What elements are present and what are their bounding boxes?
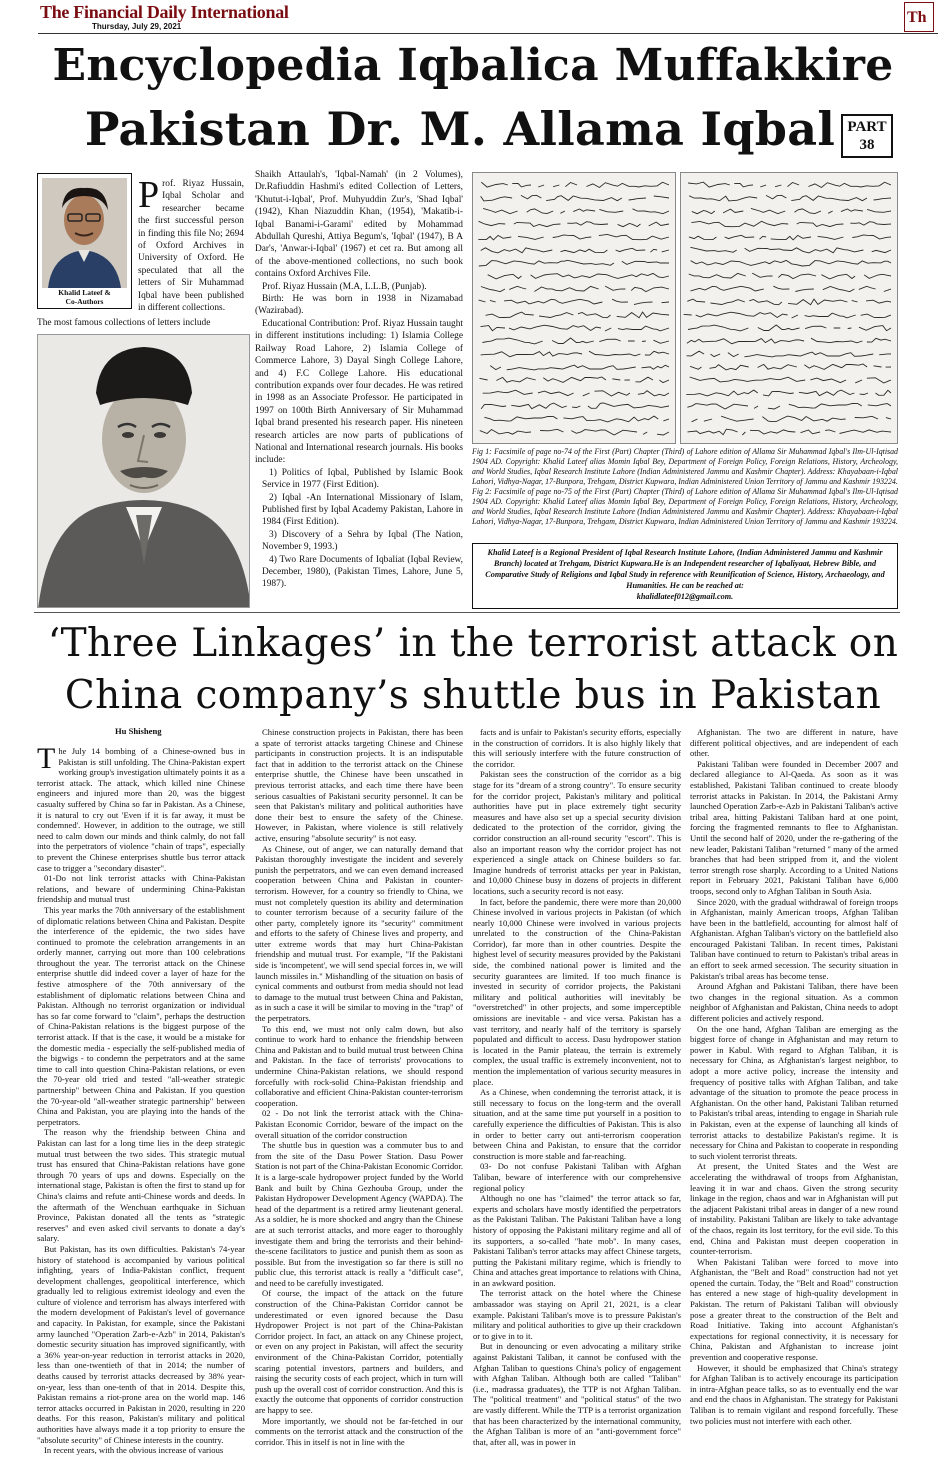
article-paragraph: The terrorist attack on the hotel where the Chinese ambassador was staying on April 21, 2021, is a clear example. Pakistani Taliban's move is to pressure Pakistan's military and political authorities to give up their crackdown or to give in to it.	[473, 1288, 681, 1341]
part-number: 38	[859, 137, 875, 153]
feature-title-line-1: Encyclopedia Iqbalica Muffakkire	[52, 40, 894, 91]
article-paragraph: Since 2020, with the gradual withdrawal of foreign troops in Afghanistan, mainly American troops, Afghan Taliban have been in the battlefield, accounting for almost half of Afghanistan. Afghan Taliban's victory on the battlefield also encouraged Pakistani Taliban. In recent times, Pakistani Taliban have continued to return to Pakistan's tribal areas in an effort to seek armed secession. The security situation in Pakistan's tribal areas has become tense.	[690, 896, 898, 981]
article-paragraph: Of course, the impact of the attack on the future construction of the China-Pakistan Corridor cannot be underestimated or even ignored because the Dasu Hydropower Project is not part of the China-Pakistan Corridor project. In fact, an attack on any Chinese project, or even on any project in Pakistan, will affect the security environment of the China-Pakistan Corridor, potentially scaring potential investors, partners and builders, and raising the security costs of each project, which in turn will push up the overall cost of corridor construction. And this is exactly the outcome that opponents of corridor construction are happy to see.	[255, 1288, 463, 1415]
article-paragraph: At present, the United States and the West are accelerating the withdrawal of troops from Afghanistan, leaving it in war and chaos. Given the strong security linkage in the region, chaos and war in Afghanistan will put the adjacent Pakistani tribal areas in danger of a new round of instability. Pakistani Taliban are likely to take advantage of the chaos, regain its lost territory, for the evil side. To this end, China and Pakistan must deepen cooperation in counter-terrorism.	[690, 1161, 898, 1257]
masthead	[38, 2, 938, 34]
article-paragraph: In fact, before the pandemic, there were more than 20,000 Chinese involved in various projects in Pakistan (of which nearly 10,000 Chinese were involved in various projects unrelated to the construction of the China-Pakistan Corridor), far more than in other countries. Despite the highest level of security measures provided by the Pakistani side, the combined national power is limited and the security guarantees are limited. If too much finance is invested in security of corridor projects, the Pakistani military and political authorities will inevitably be "overstretched" in other projects, and some imperceptible omissions are inevitable - and vice versa. Pakistan has a vast territory, and nearly half of the territory is sparsely populated and difficult to access. Dasu hydropower station is located in the Pamir plateau, the terrain is extremely complex, the usual traffic is extremely inconvenient, not to mention the implementation of various security measures in place.	[473, 896, 681, 1087]
book-item: 4) Two Rare Documents of Iqbaliat (Iqbal Review, December, 1980), (Pakistan Times, Lahore, June 5, 1987).	[262, 554, 463, 590]
article-paragraph: The shuttle bus in question was a commuter bus to and from the site of the Dasu Power Station. Dasu Power Station is not part of the China-Pakistan Economic Corridor. It is a large-scale hydropower project funded by the World Bank and built by China Gezhouba Group, under the Pakistan Hydropower Development Agency (WAPDA). The head of the department is a retired army lieutenant general. As a soldier, he is more shocked and angry than the Chinese are at such terrorist attacks, and more eager to thoroughly investigate them and bring the terrorists and their behind-the-scene facilitators to justice and punish them as soon as possible. But from the investigation so far there is still no public clue, this terrorist attack is really a "difficult case", and need to be carefully investigated.	[255, 1140, 463, 1288]
section-divider	[34, 612, 900, 613]
feature-middle-column	[255, 169, 463, 591]
prof-name-paragraph: Prof. Riyaz Hussain (M.A, L.L.B, (Punjab).	[262, 281, 427, 292]
article-paragraph: Around Afghan and Pakistani Taliban, there have been two changes in the regional situation. As a common neighbor of Afghanistan and Pakistan, China needs to adopt different policies and actively respond.	[690, 981, 898, 1024]
page-corner-mark: Th	[904, 2, 934, 32]
article-paragraph: To this end, we must not only calm down, but also continue to work hard to enhance the friendship between China and Pakistan and to build mutual trust between China and Pakistan. In the face of terrorists' provocations to undermine China-Pakistan relations, we should respond forcefully with rock-solid China-Pakistan friendship and collaborative and efficient China-Pakistan counter-terrorism cooperation.	[255, 1023, 463, 1108]
article-headline	[34, 618, 912, 722]
facsimile-page-74	[472, 172, 676, 444]
article-column-3	[473, 727, 681, 1457]
birth-paragraph: Birth: He was born in 1938 in Nizamabad (Wazirabad).	[255, 294, 463, 317]
article-headline-line-2: China company’s shuttle bus in Pakistan	[64, 673, 882, 718]
article-paragraph: More importantly, we should not be far-fetched in our comments on the terrorist attack and the construction of the corridor. This in itself is not in line with the	[255, 1415, 463, 1447]
author-caption-line-2: Co-Authors	[65, 297, 104, 306]
book-item: 3) Discovery of a Sehra by Iqbal (The Nation, November 9, 1993.)	[262, 529, 463, 553]
article-paragraph: The reason why the friendship between China and Pakistan can last for a long time lies in the deep strategic mutual trust between the two sides. This strategic mutual trust has ensured that China-Pakistan relations have gone through 70 years of ups and downs. Especially on the international stage, Pakistan is often the first to stand up for China's claims and refute anti-Chinese words and deeds. In the aftermath of the Wenchuan earthquake in Sichuan Province, Pakistan donated all the tents as "strategic reserves" and even asked civil servants to donate a day's salary.	[37, 1127, 245, 1244]
article-paragraph: As Chinese, out of anger, we can naturally demand that Pakistan thoroughly investigate the incident and severely punish the perpetrators, and we can even demand increased cooperation between China and Pakistan in counter-terrorism. However, for a country so friendly to China, we must not completely question its ability and determination to counter terrorism because of a security failure of the other party, completely ignore its "security" commitment and efforts to the safety of Chinese lives and property, and utter extreme words that may hurt China-Pakistan friendship and mutual trust. For example, "If the Pakistani side is 'incompetent', we will send special forces in, we will launch missiles in." Mishandling of the situation on basis of cynical comments and outburst from media should not lead to damage to the mutual trust between China and Pakistan, as in such a case it will be similar to moving in the "trap" of the perpetrators.	[255, 843, 463, 1024]
article-paragraph: 02 - Do not link the terrorist attack with the China-Pakistan Economic Corridor, beware of the impact on the overall situation of the corridor construction	[255, 1108, 463, 1140]
article-paragraph: Afghanistan. The two are different in nature, have different political objectives, and are independent of each other.	[690, 727, 898, 759]
issue-date: Thursday, July 29, 2021	[92, 22, 182, 31]
article-paragraph: On the one hand, Afghan Taliban are emerging as the biggest force of change in Afghanistan and may return to power in Kabul. With regard to Afghan Taliban, it is necessary for China, as Afghanistan's largest neighbor, to adopt a more active policy, increase the intensity and frequency of positive talks with Afghan Taliban, and take advantage of the situation to promote the peace process in Afghanistan. On the other hand, Pakistani Taliban returned to Pakistan's tribal areas, intending to engage in Shariah rule in Pakistan, even at the expense of launching all kinds of terrorist attacks to destabilize Pakistan's regime. It is necessary for China and Pakistan to cooperate in responding to such violent terrorist threats.	[690, 1023, 898, 1161]
author-caption	[40, 288, 129, 306]
collections-paragraph: Shaikh Attaulah's, 'Iqbal-Namah' (in 2 Volumes), Dr.Rafiuddin Hashmi's edited Collection of Letters, 'Khutut-i-Iqbal', Prof. Muhyuddin Zur's, 'Shad Iqbal' (1942), Khan Niazuddin Khan, (1954), 'Makatib-i-Iqbal Banami-i-Garami' edited by Mohammad Abdullah Qureshi, Attiya Begum's, 'Iqbal' (1947), B A Dar's, 'Anwar-i-Iqbal' (1967) et cet ra. But among all of the above-mentioned collections, no such book contains Oxford Archives File.	[255, 170, 463, 280]
book-item: 1) Politics of Iqbal, Published by Islamic Book Service in 1977 (First Edition).	[262, 467, 463, 491]
figure-captions	[472, 447, 898, 527]
feature-title-line-2: Pakistan Dr. M. Allama Iqbal	[84, 102, 836, 156]
article-paragraph: When Pakistani Taliban were forced to move into Afghanistan, the "Belt and Road" construction had not yet opened the curtain. Today, the "Belt and Road" construction has entered a new stage of high-quality development in Pakistan. The return of Pakistani Taliban will obviously pose a greater threat to the construction of the Belt and Road Initiative. Taking into account Afghanistan's expectations for regional connectivity, it is necessary for China, Pakistan and Afghanistan to increase joint prevention and cooperative response.	[690, 1256, 898, 1363]
drop-cap: P	[138, 174, 160, 216]
article-drop-cap: T	[37, 746, 56, 775]
article-paragraph	[37, 746, 245, 873]
article-lead-text: he July 14 bombing of a Chinese-owned bus in Pakistan is still unfolding. The China-Pakistan expert working group's investigation ultimately points it as a terrorist attack. The attack, which killed nine Chinese engineers and injured more than 20, was the biggest casualty suffered by China so far in Pakistan. As a Chinese, it is natural to cry out 'Even if it is far away, it must be condemned'. However, in addition to the outrage, we still need to calm down our minds and think calmly, do not fall into the perpetrators of violence "chain of traps", especially to prevent the Chinese enterprises shuttle bus terror attack case to trigger a "secondary disaster".	[37, 746, 245, 873]
article-paragraph: 01-Do not link terrorist attacks with China-Pakistan relations, and beware of undermining China-Pakistan friendship and mutual trust	[37, 873, 245, 905]
article-column-1	[37, 746, 245, 1475]
article-column-2	[255, 727, 463, 1457]
article-headline-line-1: ‘Three Linkages’ in the terrorist attack on	[47, 621, 899, 666]
part-label: PART	[847, 119, 887, 135]
intro-tail: The most famous collections of letters include	[37, 318, 211, 328]
iqbal-portrait	[37, 334, 250, 608]
figure-caption-2: Fig 2: Facsimile of page no-75 of the First (Part) Chapter (Third) of Lahore edition of Allama Sir Muhammad Iqbal's Ilm-Ul-Iqtisad 1904 AD. Copyright: Khalid Lateef alias Momin Iqbal Bey, Department of Foreign Policy, Foreign Relations, History, Archeology, and World Studies, Iqbal Research Institute Lahore (Indian Administered Jammu and Kashmir Chapter). Address: Khayabaan-i-Iqbal Lahori, Vidhya-Nagar, 17-Bunpora, Trehgam, District Kupwara, Indian Administered Union Territory of Jammu and Kashmir 193224.	[472, 487, 898, 526]
author-photo	[42, 178, 127, 288]
article-paragraph: facts and is unfair to Pakistan's security efforts, especially in the construction of corridors. It is also highly likely that this will seriously interfere with the future construction of the corridor.	[473, 727, 681, 769]
article-paragraph: Chinese construction projects in Pakistan, there has been a spate of terrorist attacks targeting Chinese and Chinese participants in construction projects. It is an indisputable fact that in addition to the terrorist attack on the Chinese enterprise shuttle, the Chinese have been unscathed in previous terrorist attacks, and each time there have been serious casualties of Pakistani security personnel. It can be seen that Pakistan's military and political authorities have done their best to ensure the safety of the Chinese. However, in Pakistan, where violence is still relatively active, ensuring "absolute security" is not easy.	[255, 727, 463, 843]
author-caption-line-1: Khalid Lateef &	[58, 288, 111, 297]
article-paragraph: This year marks the 70th anniversary of the establishment of diplomatic relations between China and Pakistan. Despite the interference of the epidemic, the two sides have continued to promote the celebration arrangements in an orderly manner, carrying out more than 100 celebrations throughout the year. The terrorist attack on the Chinese enterprise shuttle did indeed cover a layer of haze for the festive atmosphere of the 70th anniversary of the establishment of diplomatic relations between China and Pakistan. Although no terrorist organization or individual has so far come forward to "claim", perhaps the destruction of China-Pakistan relations is the biggest purpose of the terrorist attack. If that is the case, it would be a mistake for the domestic media - especially the self-published media of the bigwigs - to condemn the perpetrators and at the same time to call into question China-Pakistan relations, or even the 70-year old tried and tested "all-weather strategic partnership" between China and Pakistan. If you question the 70-year-old "all-weather strategic partnership" between China and Pakistan, you are playing into the hands of the perpetrators.	[37, 904, 245, 1127]
book-item: 2) Iqbal -An International Missionary of Islam, Published first by Iqbal Academy Pakistan, Lahore in 1984 (First Edition).	[262, 492, 463, 528]
facsimile-page-75	[680, 172, 898, 444]
paper-name: The Financial Daily International	[40, 2, 289, 22]
author-email: khalidlateef012@gmail.com.	[636, 592, 734, 601]
article-paragraph: Pakistan sees the construction of the corridor as a big stage for its "dream of a strong country". To ensure security for the corridor project, Pakistan's military and political authorities have put in place extremely tight security measures and have also set up a special security division dedicated to the protection of the corridor, giving the corridor construction an all-round security "escort". This is also an important reason why the corridor project has not experienced a single attack on Chinese builders so far. Imagine hundreds of terrorist attacks per year in Pakistan, and 10,000 Chinese busy in dozens of projects in different locations, such a security record is not easy.	[473, 769, 681, 896]
figure-caption-1: Fig 1: Facsimile of page no-74 of the First (Part) Chapter (Third) of Lahore edition of Allama Sir Muhammad Iqbal's Ilm-Ul-Iqtisad 1904 AD. Copyright: Khalid Lateef alias Momin Iqbal Bey, Department of Foreign Policy, Foreign Relations, History, Archeology, and World Studies, Iqbal Research Institute Lahore (Indian Administered Jammu and Kashmir Chapter). Address: Khayabaan-i-Iqbal Lahori, Vidhya-Nagar, 17-Bunpora, Trehgam, District Kupwara, Indian Administered Union Territory of Jammu and Kashmir 193224.	[472, 447, 898, 486]
article-paragraph: Although no one has "claimed" the terror attack so far, experts and scholars have mostly identified the perpetrators as the Pakistani Taliban. The Pakistani Taliban have a long history of opposing the Pakistani military regime and all of its supporters, a so-called "hate mob". In many cases, Pakistani Taliban's terror attacks may affect Chinese targets, putting the Pakistani military regime, which is friendly to China and attaches great importance to relations with China, in an awkward position.	[473, 1193, 681, 1288]
article-paragraph: In recent years, with the obvious increase of various	[44, 1445, 224, 1456]
education-paragraph: Educational Contribution: Prof. Riyaz Hussain taught in different institutions including: 1) Islamia College Railway Road Lahore, 2) Islamia College of Commerce Lahore, 3) Dayal Singh College Lahore, and 4) F.C College Lahore. His educational contribution expands over four decades. He was retired in 1998 as an Associate Professor. He participated in 1997 on 100th Birth Anniversary of Sir Muhammad Iqbal brand presented his research paper. His nineteen research articles are now parts of publications of National and International research journals. His books include:	[255, 318, 464, 466]
intro-text: rof. Riyaz Hussain, Iqbal Scholar and researcher became the first successful person in finding this file No; 2694 of Oxford Archives in University of Oxford. He speculated that all the letters of Sir Muhammad Iqbal have been published in different collections.	[138, 179, 244, 314]
article-column-4	[690, 727, 898, 1457]
article-paragraph: 03- Do not confuse Pakistani Taliban with Afghan Taliban, beware of interference with our comprehensive regional policy	[473, 1161, 681, 1193]
author-box	[37, 173, 132, 309]
article-paragraph: However, it should be emphasized that China's strategy for Afghan Taliban is to actively encourage its participation in intra-Afghan peace talks, so as to eventually end the war and end the chaos in Afghanistan. The strategy for Pakistani Taliban is to remain vigilant and respond forcefully. These two policies must not interfere with each other.	[690, 1362, 898, 1426]
article-paragraph: As a Chinese, when condemning the terrorist attack, it is still necessary to focus on the long-term and the overall situation, and at the same time put yourself in a position to carefully experience the difficulties of Pakistan. This is also in order to better carry out anti-terrorism cooperation between China and Pakistan, to ensure that the corridor construction is more stable and far-reaching.	[473, 1087, 681, 1161]
intro-paragraph	[138, 174, 244, 314]
part-badge	[841, 114, 893, 158]
article-byline: Hu Shisheng	[115, 726, 162, 736]
article-paragraph: But Pakistan, has its own difficulties. Pakistan's 74-year history of statehood is accompanied by various political infighting, years of India-Pakistan conflict, frequent development challenges, geopolitical interference, which gradually led to religious extremist ideology and even the culture of violence and terrorism has always interfered with the modern development of Pakistan's level of governance and capacity. In Pakistan, for example, since the Pakistani army launched "Operation Zarb-e-Azb" in 2014, Pakistan's domestic security situation has improved significantly, with a 36% year-on-year reduction in terrorist attacks in 2020, less than one-twentieth of that in 2014; the number of deaths caused by terrorist attacks decreased by 38% year-on-year, less than one-tenth of that in 2014. Despite this, Pakistan remains a riot-prone area on the world map. 146 terror attacks occurred in Pakistan in 2020, resulting in 220 deaths. For this reason, Pakistan's military and political authorities have always made it a top priority to ensure the "absolute security" of Chinese interests in the country.	[37, 1243, 245, 1445]
article-paragraph: Pakistani Taliban were founded in December 2007 and declared allegiance to Al-Qaeda. As soon as it was established, Pakistani Taliban continued to create bloody terrorist attacks in Pakistan. In 2014, the Pakistani Army launched Operation Zarb-e-Azb in Pakistani Taliban's active tribal area, hitting Pakistani Taliban hard at one point, forcing the fragmented remnants to flee to Afghanistan. Until the second half of 2020, under the re-gathering of the new leader, Pakistani Taliban "returned " many of the armed branches that had been stripped from it, and the violent terror strength rose sharply. According to a United Nations report in February 2021, Pakistani Taliban have 6,000 troops, second only to Afghan Taliban in South Asia.	[690, 758, 898, 896]
article-paragraph: But in denouncing or even advocating a military strike against Pakistani Taliban, it cannot be confused with the Afghan Taliban to questions China's policy of engagement with Afghan Taliban. Although both are called "Taliban" (i.e., madrassa graduates), the TTP is not Afghan Taliban. The "political treatment" and "political status" of the two are vastly different. While the TTP is a terrorist organization that has been characterized by the international community, the Afghan Taliban is more of an "anti-government force" that, after all, was in power in	[473, 1341, 681, 1447]
author-bio-box	[472, 543, 898, 609]
author-bio: Khalid Lateef is a Regional President of Iqbal Research Institute Lahore, (Indian Administered Jammu and Kashmir Branch) located at Trehgam, District Kupwara.He is an Independent researcher of Iqbaliyaat, Hebrew Bible, and Comparative Study of Religions and Iqbal Study in reference with Reunification of Science, History, Archaeology, and Humanities. He can be reached at:	[485, 548, 885, 590]
